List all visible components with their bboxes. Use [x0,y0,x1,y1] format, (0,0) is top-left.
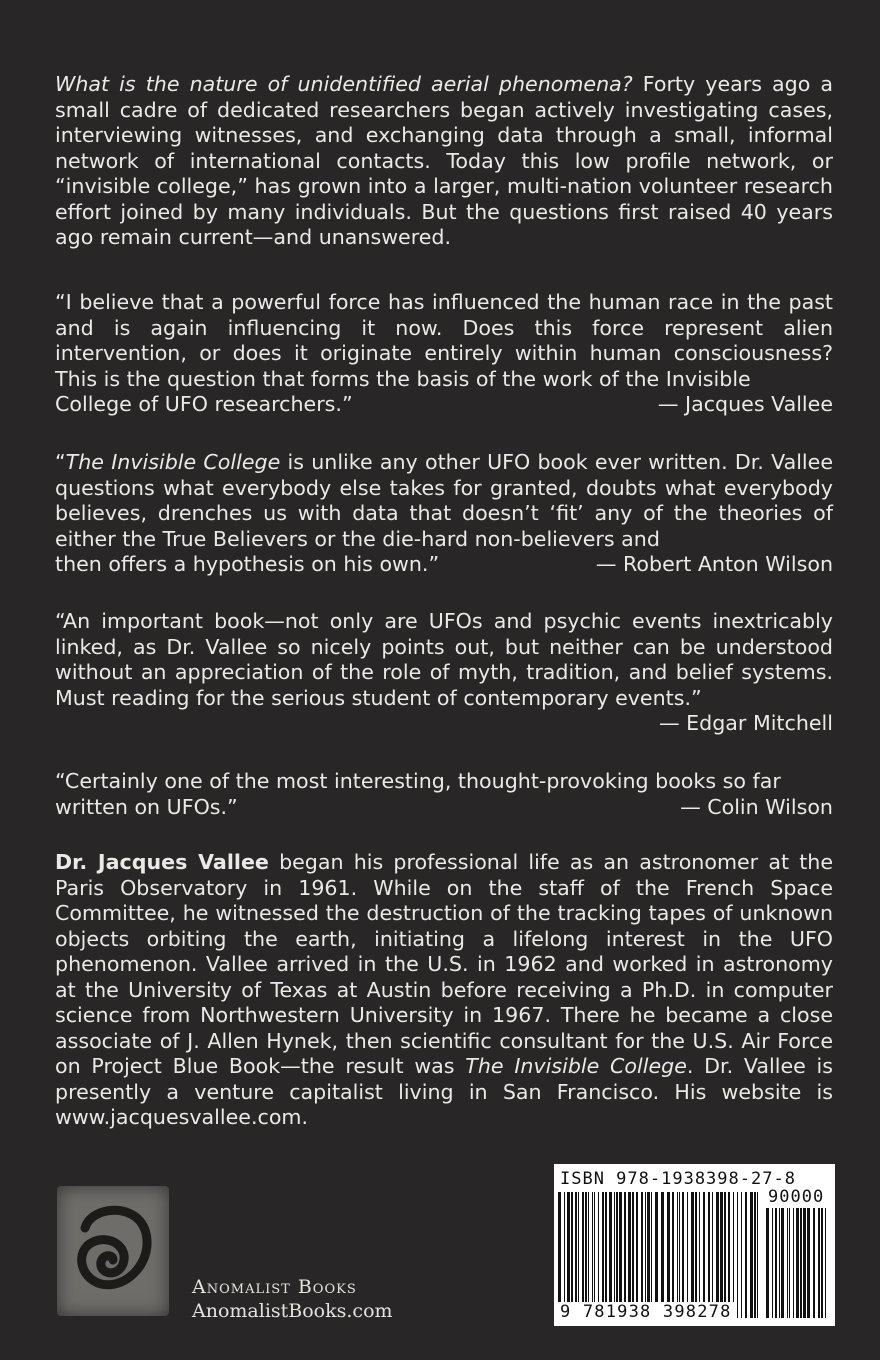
barcode-bar [558,1192,561,1318]
isbn-label: ISBN 978-1938398-27-8 [560,1169,796,1189]
barcode-bar [632,1192,634,1318]
barcode-bar [757,1192,758,1318]
barcode-bar [691,1192,694,1318]
isbn-barcode [554,1164,835,1326]
barcode-bar [796,1208,799,1318]
barcode-bar [616,1192,618,1318]
barcode-bar [728,1192,730,1318]
bio-body-1: began his professional life as an astronomer at the Paris Observatory in 1961. While on the staff of the French Space Committee, he witnessed the destruction of the tracking tapes of unknown objects orbiting the earth, initiating a lifelong interest in the UFO phenomenon. Vallee arrived in the U.S. in 1962 and worked in astronomy at the University of Texas at Austin before receiving a Ph.D. in computer science from Northwestern University in 1967. There he became a close associate of J. Allen Hynek, then scientific consultant for the U.S. Air Force on Project Blue Book—the result was [55,850,833,1078]
barcode-bar [703,1192,705,1318]
barcode-bar [605,1192,607,1318]
barcode-bar [754,1192,756,1318]
barcode-bar [614,1192,615,1318]
barcode-bar [628,1192,631,1318]
barcode-bar [594,1192,595,1318]
quote-author: — Jacques Vallee [657,392,833,416]
bio-body-2: . Dr. Vallee is presently a venture capitalist living in San Francisco. His website is www.jacquesvallee.com. [55,1054,833,1129]
barcode-bar [803,1208,806,1318]
barcode-bar [647,1192,650,1318]
barcode-bar [787,1208,788,1318]
barcode-bar [793,1208,794,1318]
barcode-bar [741,1192,742,1318]
barcode-bar [733,1192,734,1318]
intro-question: What is the nature of unidentified aerial phenomena? [55,72,633,96]
barcode-bars [558,1192,760,1318]
barcode-bar [624,1192,626,1318]
quote-author: — Colin Wilson [680,794,833,819]
quote-wilson [55,450,833,578]
author-bio [55,850,833,1131]
bio-name: Dr. Jacques Vallee [55,850,269,874]
quote-author: — Robert Anton Wilson [595,552,833,576]
barcode-bar [821,1208,823,1318]
quote-text: is unlike any other UFO book ever written. Dr. Vallee questions what everybody else takes for granted, doubts what everybody believes, drenches us with data that doesn’t ‘fit’ any of the theories of either the True Believers or the die-hard non-believers and [55,450,833,551]
barcode-bar [567,1192,570,1318]
barcode-bar [800,1208,802,1318]
quote-last-line: College of UFO researchers.” [55,392,353,416]
barcode-bar [636,1192,638,1318]
quote-last-line: then offers a hypothesis on his own.” [55,552,440,576]
barcode-bar [695,1192,697,1318]
barcode-bar [682,1192,684,1318]
quote-open-mark: “ [55,450,66,474]
barcode-bar [779,1208,780,1318]
barcode-bar [609,1192,612,1318]
barcode-bar [712,1192,713,1318]
quote-author: — Edgar Mitchell [659,711,833,735]
quote-text: “An important book—not only are UFOs and psychic events inextricably linked, as Dr. Vallee so nicely points out, but neither can be understood without an appreciation of the role of myth, tradition, and belief systems. Must reading for the serious student of contemporary events.” [55,609,833,710]
barcode-bar [651,1192,652,1318]
barcode-bar [619,1192,622,1318]
publisher-block [192,1275,393,1323]
quote-text: “Certainly one of the most interesting, thought-provoking books so far [55,769,781,793]
barcode-bar [578,1192,579,1318]
spiral-logo-icon [57,1186,169,1316]
barcode-bar [708,1192,710,1318]
spiral-logo-graphic [57,1186,169,1316]
publisher-website: AnomalistBooks.com [192,1300,393,1322]
ean-digits: 9 781938 398278 [560,1302,732,1322]
barcode-bar [737,1192,738,1318]
barcode-bar [687,1192,688,1318]
intro-paragraph [55,72,833,251]
price-code: 90000 [768,1187,825,1207]
barcode-bar [575,1192,577,1318]
barcode-bar [781,1208,784,1318]
barcode-bar [588,1192,589,1318]
bio-book-title: The Invisible College [465,1054,687,1078]
barcode-bar [750,1192,753,1318]
barcode-bar [807,1208,810,1318]
barcode-bar [699,1192,700,1318]
barcode-bar [679,1192,680,1318]
barcode-bar [775,1208,777,1318]
barcode-bar [585,1192,587,1318]
barcode-bar [720,1192,723,1318]
barcode-bar [582,1192,584,1318]
barcode-bar [645,1192,646,1318]
barcode-bar [667,1192,670,1318]
addon-barcode-bars [766,1208,830,1318]
barcode-bar [655,1192,658,1318]
quote-text: “I believe that a powerful force has influenced the human race in the past and is again influencing it now. Does this force represent alien intervention, or does it originate entirely within human consciousness? This is the question that forms the basis of the work of the Invisible [55,290,833,391]
intro-body: Forty years ago a small cadre of dedicated researchers began actively investigating cases, interviewing witnesses, and exchanging data through a small, informal network of international contacts. Today this low profile network, or “invisible college,” has grown into a larger, multi-nation volunteer research effort joined by many individuals. But the questions first raised 40 years ago remain current—and unanswered. [55,72,833,249]
quote-mitchell [55,609,833,737]
barcode-bar [789,1208,790,1318]
barcode-bar [672,1192,674,1318]
quote-vallee [55,290,833,418]
barcode-bar [641,1192,643,1318]
quote-last-line: written on UFOs.” [55,794,238,819]
barcode-bar [661,1192,664,1318]
barcode-bar [825,1208,826,1318]
barcode-bar [677,1192,678,1318]
barcode-bar [766,1208,769,1318]
barcode-bar [564,1192,565,1318]
barcode-bar [818,1208,820,1318]
quote-book-title: The Invisible College [65,450,281,474]
barcode-bar [772,1208,773,1318]
quote-colin-wilson [55,769,833,820]
publisher-name: Anomalist Books [192,1276,357,1298]
barcode-bar [602,1192,604,1318]
barcode-bar [813,1208,815,1318]
barcode-bar [571,1192,573,1318]
barcode-bar [724,1192,726,1318]
barcode-bar [598,1192,599,1318]
barcode-bar [745,1192,747,1318]
barcode-bar [592,1192,593,1318]
barcode-bar [716,1192,719,1318]
